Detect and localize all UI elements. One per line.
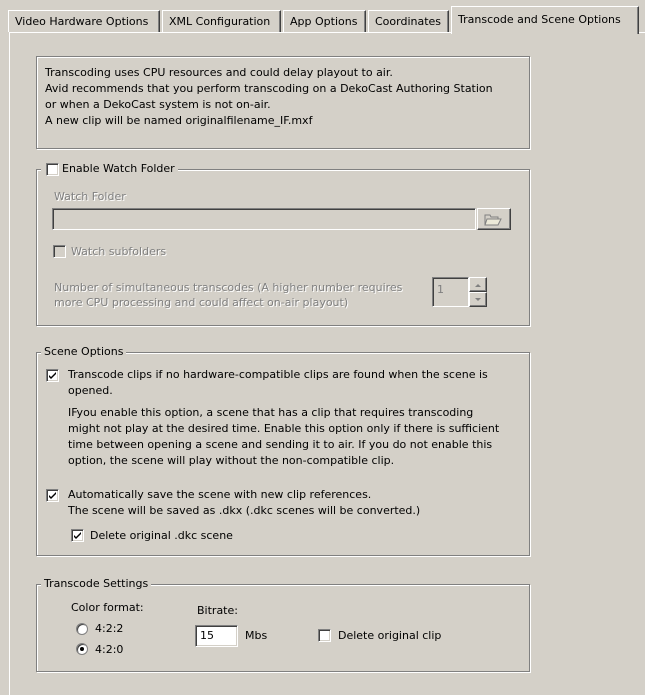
tab-coordinates[interactable] <box>368 10 449 32</box>
checkmark-icon <box>48 491 57 500</box>
color-format-422-label: 4:2:2 <box>95 622 124 635</box>
transcode-settings-title: Transcode Settings <box>41 577 151 591</box>
enable-watch-folder-checkbox[interactable] <box>46 163 59 176</box>
delete-original-clip-checkbox[interactable] <box>318 629 331 642</box>
transcode-line: opened. <box>68 384 113 397</box>
autosave-line: Automatically save the scene with new clip references. <box>68 488 372 501</box>
delete-dkc-label: Delete original .dkc scene <box>90 529 233 542</box>
radio-selected-dot <box>80 647 84 651</box>
checkmark-icon <box>48 371 57 380</box>
watch-subfolders-checkbox[interactable] <box>53 245 66 258</box>
info-line: Avid recommends that you perform transcoding on a DekoCast Authoring Station <box>45 82 493 95</box>
tab-video-hardware-options[interactable] <box>8 10 160 32</box>
transcode-description <box>68 405 499 469</box>
description-line: option, the scene will play without the non-compatible clip. <box>68 454 395 467</box>
enable-watch-folder-label: Enable Watch Folder <box>62 162 175 175</box>
tab-app-options[interactable] <box>283 10 366 32</box>
arrow-down-icon <box>473 297 483 303</box>
folder-open-icon <box>484 211 504 227</box>
color-format-420-radio[interactable] <box>76 643 88 655</box>
description-line: might not play at the desired time. Enable this option only if there is sufficient <box>68 422 500 435</box>
tab-label: Coordinates <box>375 15 442 28</box>
bitrate-label: Bitrate: <box>197 604 238 617</box>
transcoding-info-box <box>36 56 530 149</box>
autosave-scene-checkbox[interactable] <box>46 489 59 502</box>
arrow-up-icon <box>473 282 483 288</box>
simultaneous-line: Number of simultaneous transcodes (A higher number requires <box>54 281 403 294</box>
spin-down-button[interactable] <box>469 292 487 307</box>
transcode-clips-checkbox[interactable] <box>46 369 59 382</box>
delete-dkc-checkbox[interactable] <box>71 529 84 542</box>
delete-original-clip-label: Delete original clip <box>338 629 442 642</box>
color-format-label: Color format: <box>71 601 144 614</box>
tab-label: XML Configuration <box>169 15 271 28</box>
tab-strip <box>0 0 645 34</box>
info-line: Transcoding uses CPU resources and could delay playout to air. <box>45 66 393 79</box>
simultaneous-line: more CPU processing and could affect on-air playout) <box>54 296 349 309</box>
watch-subfolders-label: Watch subfolders <box>71 245 167 258</box>
spin-up-button[interactable] <box>469 277 487 292</box>
bitrate-unit: Mbs <box>245 629 268 642</box>
color-format-422-radio[interactable] <box>76 623 88 635</box>
checkmark-icon <box>73 531 82 540</box>
tab-transcode-and-scene-options[interactable] <box>451 6 639 34</box>
info-line: A new clip will be named originalfilename_IF.mxf <box>45 114 313 127</box>
transcode-clips-label <box>68 367 488 399</box>
watch-folder-label: Watch Folder <box>54 190 126 203</box>
watch-folder-input[interactable] <box>52 208 476 230</box>
browse-folder-button[interactable] <box>477 208 511 230</box>
autosave-line: The scene will be saved as .dkx (.dkc scenes will be converted.) <box>68 504 421 517</box>
description-line: time between opening a scene and sending it to air. If you do not enable this <box>68 438 493 451</box>
tab-xml-configuration[interactable] <box>162 10 281 32</box>
simultaneous-transcodes-label <box>54 280 402 310</box>
scene-options-title: Scene Options <box>41 345 126 359</box>
description-line: IFyou enable this option, a scene that has a clip that requires transcoding <box>68 406 474 419</box>
info-line: or when a DekoCast system is not on-air. <box>45 98 271 111</box>
color-format-420-label: 4:2:0 <box>95 643 124 656</box>
tab-label: Transcode and Scene Options <box>458 13 621 26</box>
bitrate-input[interactable]: 15 <box>195 625 238 647</box>
tab-label: App Options <box>290 15 358 28</box>
autosave-scene-label <box>68 487 420 519</box>
simultaneous-transcodes-input[interactable]: 1 <box>432 277 469 307</box>
transcode-line: Transcode clips if no hardware-compatible clips are found when the scene is <box>68 368 488 381</box>
enable-watch-folder-legend <box>41 162 178 176</box>
tab-label: Video Hardware Options <box>15 15 149 28</box>
